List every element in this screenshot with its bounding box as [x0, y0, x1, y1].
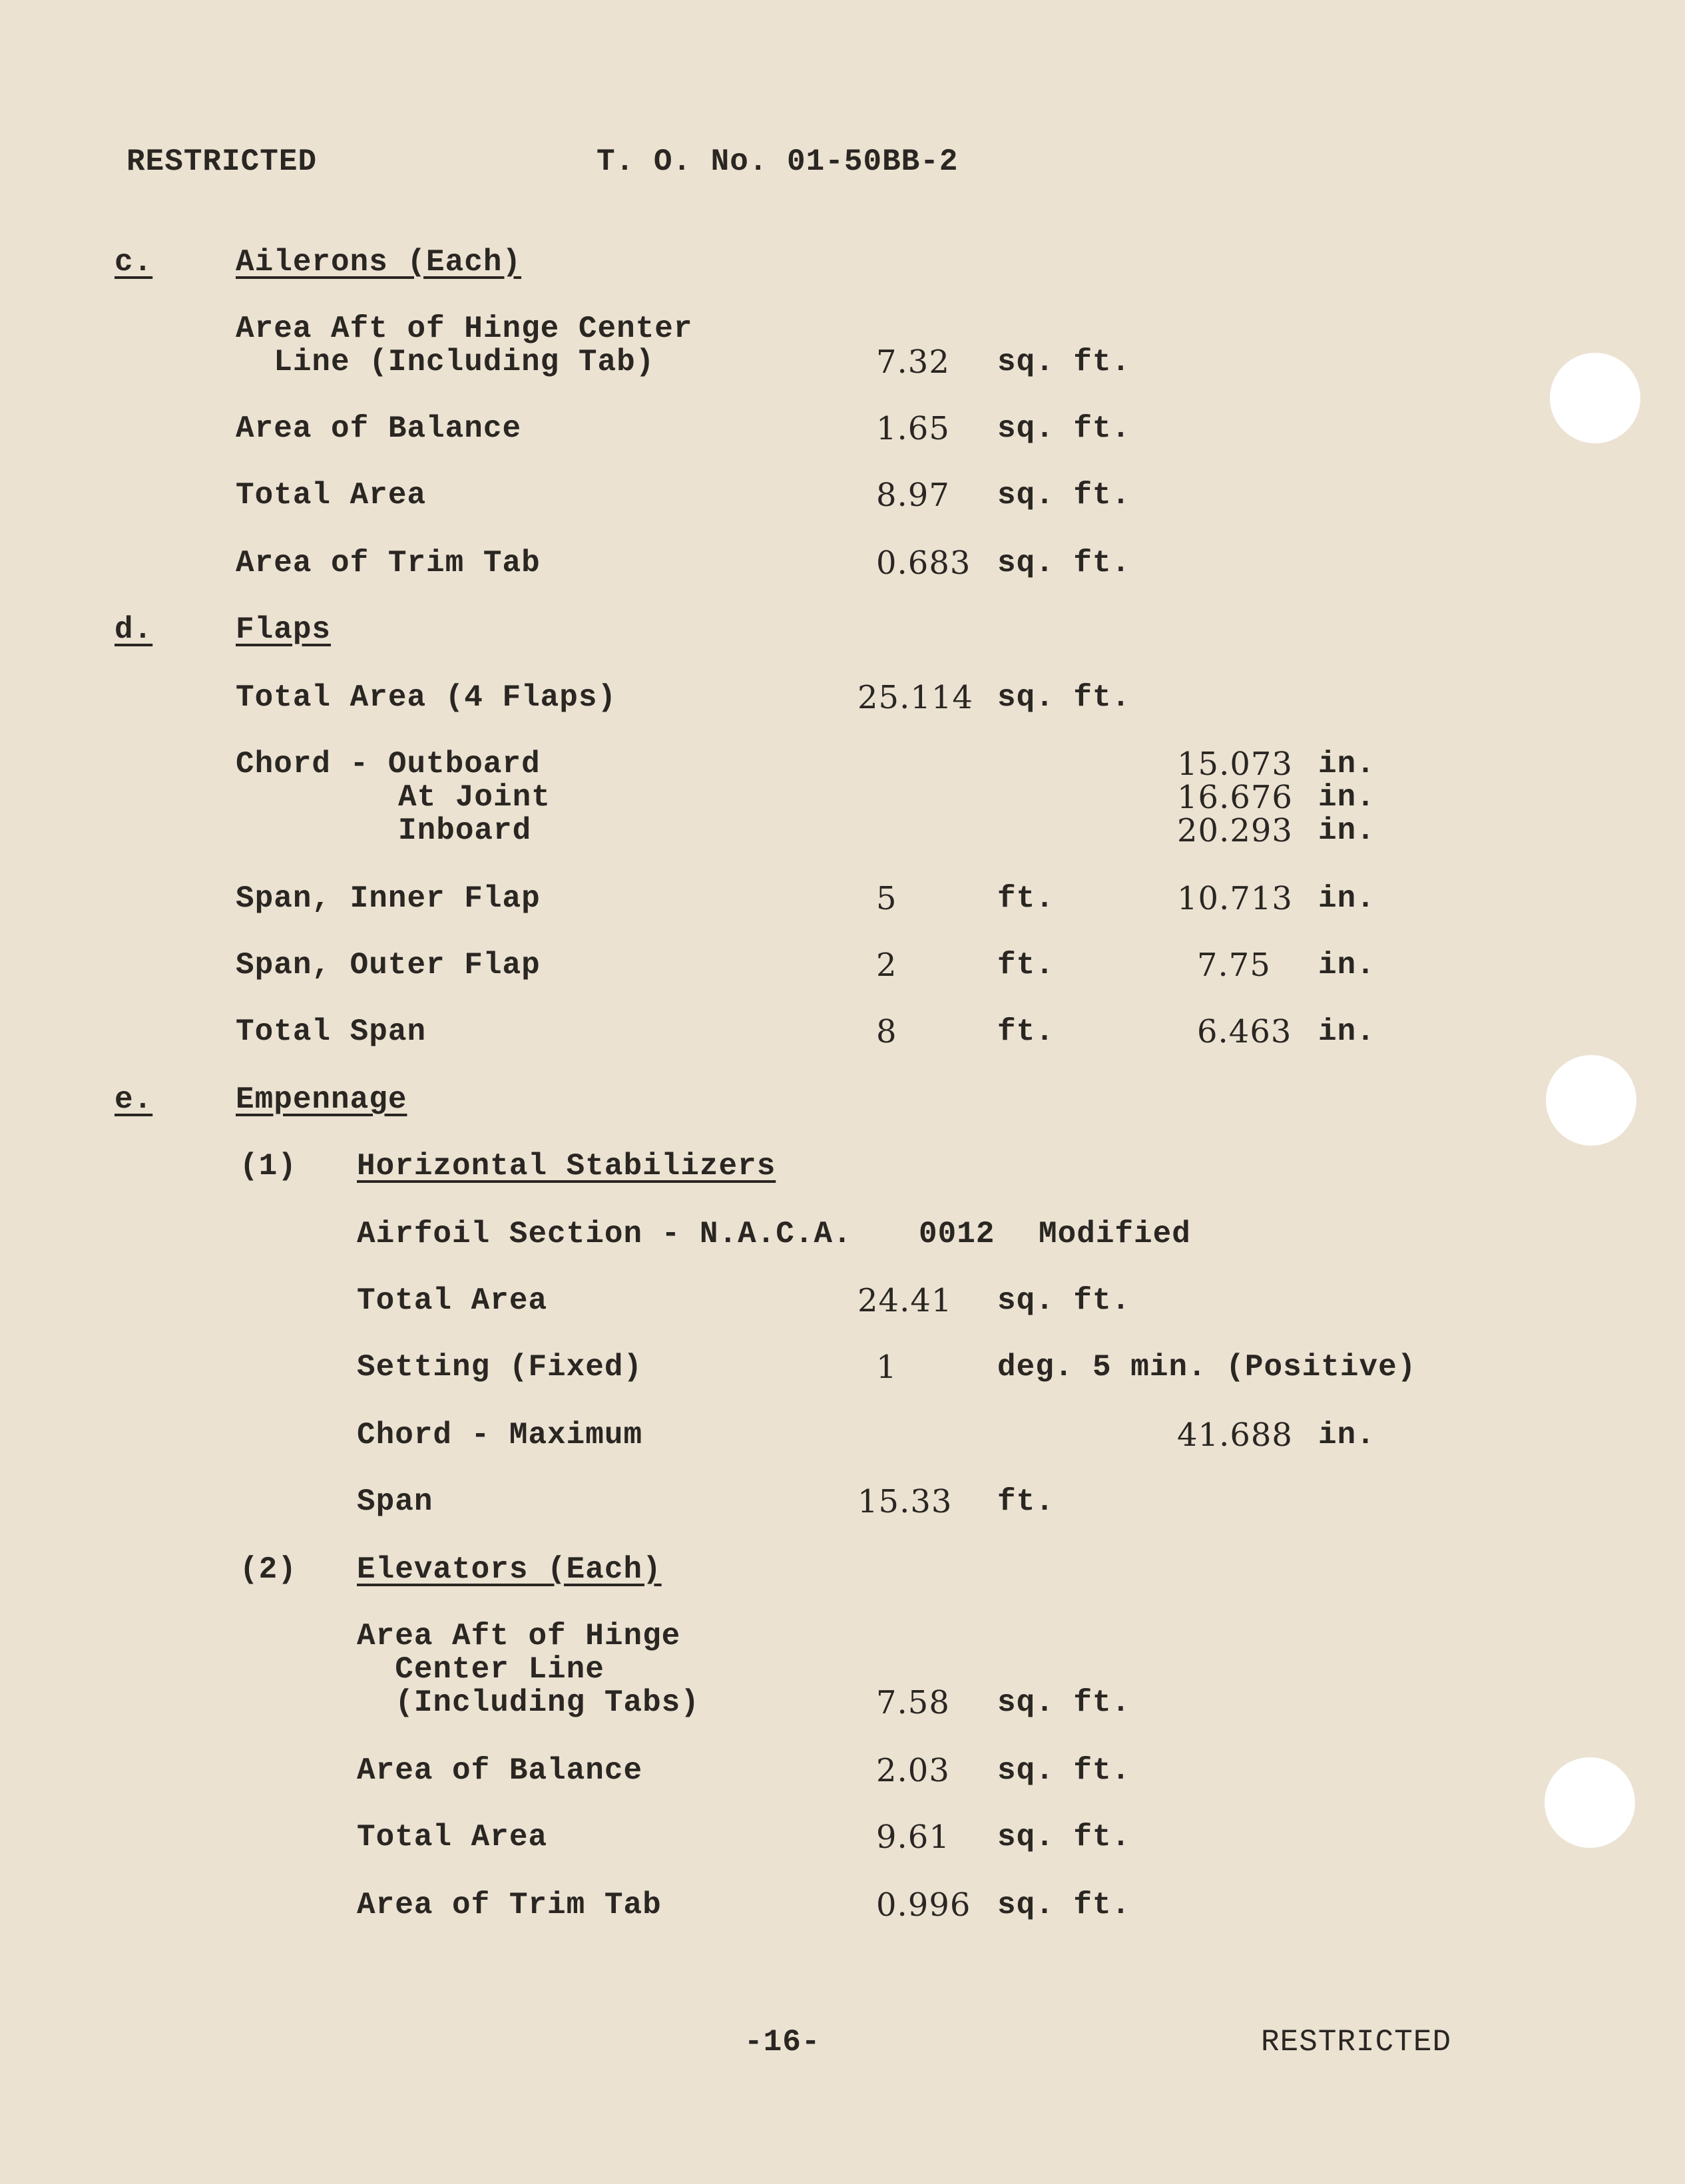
flaps-span-outer-in-unit: in.: [1318, 948, 1375, 983]
elev-trim-unit: sq. ft.: [997, 1888, 1131, 1922]
elev-aft-label-1: Area Aft of Hinge: [357, 1619, 681, 1653]
flaps-total-span-in: 6.463: [1197, 1013, 1292, 1050]
header-to-number: T. O. No. 01-50BB-2: [597, 144, 959, 179]
flaps-chord-outboard-unit: in.: [1318, 747, 1375, 781]
stab-airfoil-code: 0012: [919, 1217, 995, 1251]
flaps-chord-joint-value: 16.676: [1177, 779, 1293, 816]
stab-setting-value: 1: [876, 1349, 897, 1386]
elev-total-label: Total Area: [357, 1820, 548, 1855]
flaps-chord-joint-label: At Joint: [398, 780, 551, 815]
flaps-total-area-label: Total Area (4 Flaps): [236, 680, 617, 715]
flaps-chord-joint-unit: in.: [1318, 780, 1375, 815]
stab-total-area-unit: sq. ft.: [997, 1283, 1131, 1318]
flaps-span-inner-ft: 5: [876, 880, 897, 917]
stab-chord-label: Chord - Maximum: [357, 1418, 643, 1452]
elev-total-unit: sq. ft.: [997, 1820, 1131, 1855]
flaps-span-inner-in-unit: in.: [1318, 881, 1375, 916]
flaps-span-outer-ft-unit: ft.: [997, 948, 1055, 983]
ail-total-value: 8.97: [876, 477, 950, 514]
stab-title: Horizontal Stabilizers: [357, 1149, 776, 1184]
stab-total-area-value: 24.41: [857, 1282, 953, 1319]
elev-aft-label-3: (Including Tabs): [357, 1685, 700, 1720]
flaps-span-inner-label: Span, Inner Flap: [236, 881, 541, 916]
flaps-total-span-ft-unit: ft.: [997, 1014, 1055, 1049]
stab-airfoil-modified: Modified: [1039, 1217, 1191, 1251]
stab-span-unit: ft.: [997, 1484, 1055, 1519]
elev-balance-unit: sq. ft.: [997, 1753, 1131, 1788]
stab-setting-rest: deg. 5 min. (Positive): [997, 1350, 1417, 1385]
section-e-letter: e.: [115, 1082, 153, 1117]
flaps-chord-inboard-label: Inboard: [398, 813, 532, 848]
stab-setting-label: Setting (Fixed): [357, 1350, 643, 1385]
ail-aft-label-1: Area Aft of Hinge Center: [236, 312, 693, 346]
elev-trim-value: 0.996: [876, 1886, 971, 1924]
flaps-chord-inboard-unit: in.: [1318, 813, 1375, 848]
punch-hole-bottom: [1545, 1757, 1635, 1848]
flaps-total-area-unit: sq. ft.: [997, 680, 1131, 715]
section-d-letter: d.: [115, 612, 153, 647]
footer-page-number: -16-: [744, 2025, 821, 2060]
flaps-total-span-label: Total Span: [236, 1014, 427, 1049]
ail-total-unit: sq. ft.: [997, 478, 1131, 513]
flaps-chord-outboard-value: 15.073: [1177, 746, 1293, 783]
section-c-title: Ailerons (Each): [236, 245, 522, 280]
section-e-title: Empennage: [236, 1082, 407, 1117]
punch-hole-top: [1550, 353, 1640, 443]
elev-title: Elevators (Each): [357, 1552, 662, 1587]
ail-aft-value: 7.32: [876, 343, 950, 381]
stab-span-label: Span: [357, 1484, 433, 1519]
ail-aft-label-2: Line (Including Tab): [236, 345, 655, 379]
ail-balance-unit: sq. ft.: [997, 411, 1131, 446]
ail-trim-unit: sq. ft.: [997, 546, 1131, 580]
elev-aft-unit: sq. ft.: [997, 1685, 1131, 1720]
elev-trim-label: Area of Trim Tab: [357, 1888, 662, 1922]
ail-total-label: Total Area: [236, 478, 427, 513]
stab-span-value: 15.33: [857, 1483, 953, 1520]
elev-aft-label-2: Center Line: [357, 1652, 604, 1687]
flaps-total-area-value: 25.114: [857, 679, 973, 716]
flaps-span-inner-in: 10.713: [1177, 880, 1293, 917]
elev-total-value: 9.61: [876, 1819, 950, 1856]
flaps-chord-inboard-value: 20.293: [1177, 812, 1293, 849]
elev-balance-value: 2.03: [876, 1752, 950, 1789]
flaps-span-outer-ft: 2: [876, 947, 897, 984]
stab-chord-unit: in.: [1318, 1418, 1375, 1452]
elev-aft-value: 7.58: [876, 1684, 950, 1721]
flaps-total-span-in-unit: in.: [1318, 1014, 1375, 1049]
stab-chord-value: 41.688: [1177, 1417, 1293, 1454]
header-restricted: RESTRICTED: [126, 144, 318, 179]
flaps-total-span-ft: 8: [876, 1013, 897, 1050]
ail-balance-label: Area of Balance: [236, 411, 522, 446]
punch-hole-middle: [1546, 1055, 1636, 1146]
stab-total-area-label: Total Area: [357, 1283, 548, 1318]
stab-airfoil-label: Airfoil Section - N.A.C.A.: [357, 1217, 852, 1251]
section-c-letter: c.: [115, 245, 153, 280]
flaps-span-outer-label: Span, Outer Flap: [236, 948, 541, 983]
flaps-span-outer-in: 7.75: [1197, 947, 1271, 984]
stab-number: (1): [240, 1149, 297, 1184]
ail-aft-unit: sq. ft.: [997, 345, 1131, 379]
footer-restricted: RESTRICTED: [1261, 2025, 1452, 2060]
elev-number: (2): [240, 1552, 297, 1587]
section-d-title: Flaps: [236, 612, 332, 647]
flaps-span-inner-ft-unit: ft.: [997, 881, 1055, 916]
ail-trim-label: Area of Trim Tab: [236, 546, 541, 580]
flaps-chord-label: Chord - Outboard: [236, 747, 541, 781]
ail-balance-value: 1.65: [876, 410, 950, 447]
elev-balance-label: Area of Balance: [357, 1753, 643, 1788]
ail-trim-value: 0.683: [876, 545, 971, 582]
